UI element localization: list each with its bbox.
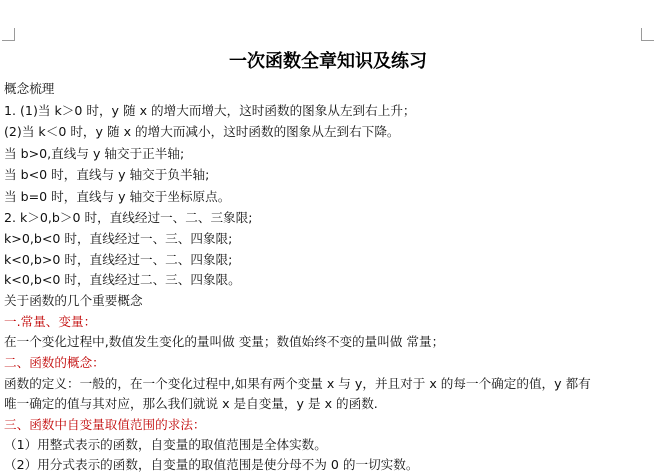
section-heading-domain: 三、函数中自变量取值范围的求法：	[4, 417, 206, 432]
text-line: 当 b=0 时，直线与 y 轴交于坐标原点。	[4, 189, 231, 204]
text-line: k>0,b<0 时，直线经过一、三、四象限;	[4, 231, 233, 246]
section-heading-function-concept: 二、函数的概念：	[4, 355, 105, 370]
text-line: k<0,b<0 时，直线经过二、三、四象限。	[4, 272, 241, 287]
text-line: 1. (1)当 k＞0 时，y 随 x 的增大而增大，这时函数的图象从左到右上升；	[4, 103, 416, 118]
text-line: 唯一确定的值与其对应，那么我们就说 x 是自变量，y 是 x 的函数.	[4, 396, 378, 411]
text-line: 当 b<0 时，直线与 y 轴交于负半轴;	[4, 167, 210, 182]
text-line: k<0,b>0 时，直线经过一、二、四象限;	[4, 252, 233, 267]
section-heading-concepts-important: 关于函数的几个重要概念	[4, 293, 143, 308]
text-line: （2）用分式表示的函数，自变量的取值范围是使分母不为 0 的一切实数。	[4, 457, 419, 472]
text-line: 当 b>0,直线与 y 轴交于正半轴;	[4, 146, 185, 161]
text-line: （1）用整式表示的函数，自变量的取值范围是全体实数。	[4, 437, 327, 452]
page-corner-mark-left	[2, 28, 15, 41]
document-title: 一次函数全章知识及练习	[229, 51, 427, 72]
text-line: 在一个变化过程中,数值发生变化的量叫做 变量；数值始终不变的量叫做 常量；	[4, 334, 445, 349]
text-line: (2)当 k＜0 时，y 随 x 的增大而减小，这时函数的图象从左到右下降。	[4, 124, 400, 139]
section-heading-concepts: 概念梳理	[4, 81, 55, 96]
text-line: 2. k＞0,b＞0 时，直线经过一、二、三象限;	[4, 210, 253, 225]
text-line: 函数的定义：一般的，在一个变化过程中,如果有两个变量 x 与 y，并且对于 x 的每一个确定的值，y 都有	[4, 376, 591, 391]
section-heading-constants-variables: 一.常量、变量：	[4, 314, 97, 329]
page-corner-mark-right	[641, 28, 654, 41]
